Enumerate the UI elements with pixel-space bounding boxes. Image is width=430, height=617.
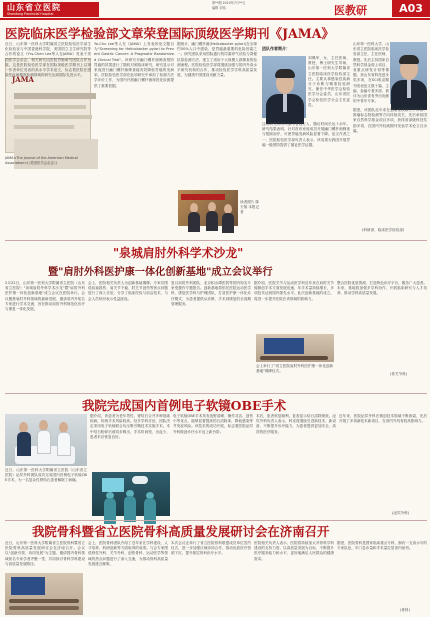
article4-col1: 近日，山东第一医科大学附属省立医院骨科暨省立医院骨科高质量发展研讨会在济南召开。会议以"创新引领、协同发展"为主题，邀请国内骨科领域知名专家学者齐聚一堂，共同探讨骨科学科建设与高质量发展路径。 [5,541,85,566]
issue-line: 第**期 2019年7月**日 [212,1,246,5]
article2-col5: 整合医院优质资源，打造特色诊疗平台，服务广大患者。未来，基地将加强多学科协作，开展临床研究与人才培养，推动学科高质量发展。 [337,281,427,296]
article2-col3: 复旦肩肘外科团队、北京积水潭医院等国内知名专家受邀作专题报告。创新基地将依托医院运动医学科、康复医学科与护理团队，打造医护康一体化诊疗模式，为患者提供从诊断、手术到康复的全周期管理服务。 [171,281,251,306]
article4-col4: 医院相关负责人表示，医院将持续加大对骨科学科建设的支持力度，以高质量发展为目标，不断提升医疗服务能力和水平，更好地满足人民群众的健康需求。 [254,541,334,561]
divider-2 [5,393,427,394]
article1-right-col: 山东第一医科大学、山东省立医院临床医学检验部主任，主任医师、教授。先后主持国家自然科学基金面上项目、省重点研发计划等课题，获山东省科技进步奖多项，在SCI收录期刊发表论文数十篇，主编、参编专著多部，被评为山东省有突出贡献的中青年专家。 [353,42,389,104]
author-card-text: 刘佩华，女，主任医师、教授，博士研究生导师，山东第一医科大学附属省立医院临床医学检验部主任。主要从事感染性疾病分子诊断与精准检验研究，兼任中华医学会检验医学分会委员、山东省医学会检验医学分会主任委员。 [308,56,350,107]
article2-col1: 2月22日，山东第一医科大学附属省立医院（山东省立医院）"泉城肩肘外科学术沙龙"暨"肩肘外科医护康一体化创新基地"成立会议在医院举行。会议聚焦肩肘外科领域的最新进展，邀请省内外知名专家进行学术交流，旨在推动肩肘外科规范化诊疗与康复一体化发展。 [5,281,85,312]
section-name: 医教研 [334,4,367,17]
jama-cover-title: JAMA [12,75,34,84]
jama-cover-caption: JAMA<The Journal of the American Medical Association>(《美国医学会杂志》) [5,156,78,165]
article2-col2: 会上，医院相关负责人为创新基地揭牌。专家们围绕肩袖损伤、肩关节不稳、肘关节创伤等热点问题进行了深入讨论，分享了临床经验与前沿技术，与会人员纷纷表示受益匪浅。 [88,281,168,301]
logo-name: 山东省立医院 [7,1,61,12]
author-portrait-right [390,42,427,104]
article3-col5: 近年来，医院泌尿外科在微创技术领域不断探索，先后开展了多项新技术新项目，在省内外具有较高影响力。 [339,414,427,424]
ceremony-photo [256,334,334,362]
ward-photo [5,414,87,466]
article2-col4: 据介绍，医院关节与运动医学科近年来在肩肘关节镜微创手术方面发展迅速，年手术量持续增长，多项技术达到国内领先水平。此次创新基地的成立，将进一步提升医院在该领域的影响力。 [254,281,334,301]
article1-headline: 医院临床医学检验部文章荣登国际顶级医学期刊《JAMA》 [5,26,335,41]
article1-col1: 近日，山东第一医科大学附属省立医院检验医学部生化检验室与中国香港科学院、美国国立卫生研究院等合作的论文《Yrs.Chen Lee等人在JAMA》发表于美国医学会杂志，相关研究由医院胃肠研究团队合作开展。这是医院检验医学部在国际顶级医学期刊上以第一作者单位发表的高水平学术论文，标志着医院在感染性疾病精准检测领域的研究达到国际先进水平。 [5,42,91,78]
article4-col2: 会上，医院骨科团队介绍了近年来在学科建设、人才培养、科研创新等方面取得的成绩。与会专家围绕脊柱外科、关节外科、创伤骨科、运动医学等领域的热点问题进行了深入交流，为推动骨科高质量发展建言献策。 [88,541,168,566]
page-number: A03 [392,0,430,17]
editor-line: 编辑 刘伟 [212,6,226,10]
seminar-photo [5,573,83,615]
ceremony-photo-caption: 会上举行了"省立医院肩肘外科医护康一体化创新基地"揭牌仪式。 [256,364,334,373]
article4-headline: 我院骨科暨省立医院骨科高质量发展研讨会在济南召开 [32,524,330,539]
article3-end-tag: (泌尿外科) [392,511,410,515]
newspaper-logo [3,2,99,17]
article1-col3: 据统计，幽门螺杆菌(Helicobacter pylori)在全球约50%人口中感染，是胃癌最重要的危险因素之一。研究团队采用国际通行的尿素呼气试验与粪便抗原检测方法，建立了适用于大规模人群筛查的检测流程。医院检验医学部将继续加强与国内外高水平研究机构的合作，推动检验医学学科高质量发展，为健康中国建设贡献力量。 [177,42,257,78]
article1-col4: 这项研究共纳入参与者数万人，随访时间长达十余年。研究结果表明，针对首诊家庭成员开展幽门螺杆菌筛查与根除治疗，可使胃癌发病风险显著下降。论文作者之一、医院检验医学部负责人表示，该成果为我国开展胃癌一级预防提供了循证医学证据。 [262,122,350,147]
operating-room-photo [92,472,170,516]
signing-photo-caption: 读者照片 陈天翔 本报记者 [240,200,260,214]
article1-end-tag: (科研部、临床医学检验部) [362,228,405,232]
divider-1 [5,240,427,241]
article3-col3: 电子软镜OBE手术具有视野清晰、操作灵活、创伤小等优点，能够显著提高结石清除率，降低感染等并发症风险。该技术的成功开展，标志着医院泌尿外科微创诊疗水平迈上新台阶。 [173,414,253,434]
article4-col5: 据悉，医院骨科是国家临床重点专科，拥有一支高水平的专家队伍，年门急诊量和手术量位居省内前列。 [337,541,427,551]
issue-info [212,1,245,11]
signing-photo [178,190,238,226]
article3-col4: 术后，患者恢复顺利，复查显示结石清除彻底。泌尿外科负责人表示，科室将继续引进新技术、新设备，不断提升诊疗能力，为患者提供更加安全、高效的医疗服务。 [256,414,336,434]
author-card-label: 团队作者简介： [262,46,290,51]
logo-en: Shandong Provincial Hospital [7,11,54,16]
masthead [0,0,430,18]
article2-subhead: 暨"肩肘外科医护康一体化创新基地"成立会议举行 [48,266,273,278]
article4-end-tag: (骨科) [400,608,410,612]
article1-col5: 据悉，该团队近年来在感染性疾病分子诊断、肿瘤标志物检测等方向持续攻关，先后承担国家自然科学基金项目多项，获得省部级科技奖励多项，在国内外权威期刊发表学术论文百余篇。 [353,108,427,133]
article3-col2: 据介绍，该患者为老年男性，肾结石合并多种基础疾病，传统手术风险较高。经多学科讨论，团队决定采用电子软镜联合负压吸引鞘技术实施手术。术中结石粉碎后被同步吸出，手术时间短、出血少，患者术后恢复良好。 [90,414,170,439]
article2-headline: "泉城肩肘外科学术沙龙" [113,246,244,260]
article3-col1: 近日，山东第一医科大学附属省立医院（山东省立医院）泌尿外科团队成功完成国内首例电子软镜OBE手术，为一名复杂性肾结石患者解除了病痛。 [5,468,87,483]
article1-col2: Yo-Chu Lee等人在《JAMA》上发表的论文题目为"Screening for Helicobacter pylori to Prevent Gastric Cancer: A Pragmatic Randomized Clinical Trial"。该研究对幽门螺杆菌筛查预防胃癌的效果进行了随机对照临床研究，研究显示对家庭进行幽门螺杆菌筛查能有效降低胃癌的发病率。医院检验医学部在此项研究中承担了检测方法学评价工作，为国内开展幽门螺杆菌规范化检测提供了重要依据。 [94,42,174,88]
divider-3 [5,520,427,521]
article3-headline: 我院完成国内首例电子软镜OBE手术 [82,398,287,413]
article2-end-tag: (骨关节科) [390,372,408,376]
masthead-rule [0,18,430,20]
author-portrait-left [262,56,306,118]
article4-col3: 本次会议还举行了省立医院骨科联盟成员单位签约仪式，进一步加强区域协同合作，推动优质医疗资源下沉，提升基层骨科诊疗水平。 [171,541,251,556]
